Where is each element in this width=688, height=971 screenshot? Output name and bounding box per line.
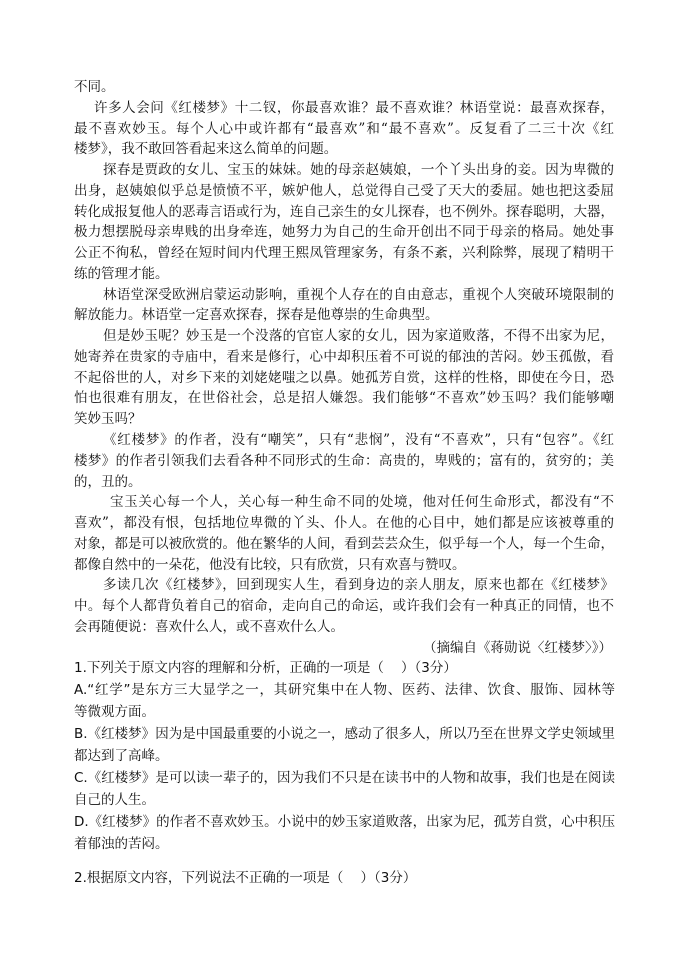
passage-line: 笑妙玉吗？ bbox=[74, 411, 142, 428]
passage-paragraph bbox=[74, 430, 614, 492]
passage-line: 练的管理才能。 bbox=[74, 265, 169, 282]
passage-line: 解放能力。林语堂一定喜欢探春，探春是他尊崇的生命典型。 bbox=[74, 307, 439, 324]
passage-line: 她寄养在贵家的寺庙中，看来是修行，心中却积压着不可说的郁浊的苦闷。妙玉孤傲，看 bbox=[74, 348, 614, 365]
passage-line: 公正不徇私，曾经在短时间内代理王熙凤管理家务，有条不紊，兴利除弊，展现了精明干 bbox=[74, 245, 614, 262]
passage-line: 楼梦》，我不敢回答看起来这么简单的问题。 bbox=[74, 141, 338, 158]
passage-line: 楼梦》的作者引领我们去看各种不同形式的生命：高贵的，卑贱的；富有的，贫穷的；美 bbox=[74, 452, 614, 469]
question-2-stem: 2.根据原文内容，下列说法不正确的一项是（ ）（3分） bbox=[74, 870, 417, 886]
passage-line: 林语堂深受欧洲启蒙运动影响，重视个人存在的自由意志，重视个人突破环境限制的 bbox=[103, 286, 614, 303]
passage-line: 探春是贾政的女儿、宝玉的妹妹。她的母亲赵姨娘，一个丫头出身的妾。因为卑微的 bbox=[103, 162, 614, 179]
passage-line: 中。每个人都背负着自己的宿命，走向自己的命运，或许我们会有一种真正的同情，也不 bbox=[74, 598, 614, 615]
option-line: 等微观方面。 bbox=[74, 704, 155, 720]
passage-paragraph bbox=[74, 575, 614, 637]
passage-line: 的，丑的。 bbox=[74, 473, 142, 490]
passage-line: 不同。 bbox=[74, 79, 115, 95]
passage-line: 但是妙玉呢？妙玉是一个没落的官宦人家的女儿，因为家道败落，不得不出家为尼， bbox=[103, 328, 614, 345]
question-1 bbox=[74, 657, 615, 855]
passage-line: 都像自然中的一朵花，他没有比较，只有欣赏，只有欢喜与赞叹。 bbox=[74, 556, 466, 573]
question-1-option-d bbox=[74, 811, 615, 855]
passage-line: 喜欢”，都没有恨，包括地位卑微的丫头、仆人。在他的心目中，她们都是应该被尊重的 bbox=[74, 515, 614, 532]
passage-line: 对象，都是可以被欣赏的。他在繁华的人间，看到芸芸众生，似乎每一个人，每一个生命， bbox=[74, 535, 614, 552]
passage-line: 转化成报复他人的恶毒言语或行为，连自己亲生的女儿探春，也不例外。探春聪明，大器， bbox=[74, 203, 614, 220]
option-line: B.《红楼梦》因为是中国最重要的小说之一，感动了很多人，所以乃至在世界文学史领域里 bbox=[74, 726, 615, 742]
question-1-stem: 1.下列关于原文内容的理解和分析，正确的一项是（ ）（3分） bbox=[74, 660, 457, 676]
passage-paragraph bbox=[74, 326, 614, 430]
source-citation: （摘编自《蒋勋说〈红楼梦〉》） bbox=[423, 639, 612, 656]
passage-line: 不起俗世的人，对乡下来的刘姥姥嗤之以鼻。她孤芳自赏，这样的性格，即使在今日，恐 bbox=[74, 369, 614, 386]
question-section bbox=[74, 657, 615, 889]
option-line: 自己的人生。 bbox=[74, 792, 155, 808]
reading-passage bbox=[74, 77, 614, 658]
question-1-option-a bbox=[74, 679, 615, 723]
question-1-option-c bbox=[74, 767, 615, 811]
option-line: 都达到了高峰。 bbox=[74, 748, 169, 764]
passage-line: 怕也很难有朋友，在世俗社会，总是招人嫌怨。我们能够“不喜欢”妙玉吗？我们能够嘲 bbox=[74, 390, 614, 407]
passage-paragraph bbox=[74, 285, 614, 327]
option-line: 着郁浊的苦闷。 bbox=[74, 836, 169, 852]
option-line: D.《红楼梦》的作者不喜欢妙玉。小说中的妙玉家道败落，出家为尼，孤芳自赏，心中积压 bbox=[74, 814, 616, 830]
passage-paragraph bbox=[74, 98, 614, 160]
passage-line: 宝玉关心每一个人，关心每一种生命不同的处境，他对任何生命形式，都没有“不 bbox=[110, 494, 614, 511]
passage-line: 《红楼梦》的作者，没有“嘲笑”，只有“悲悯”，没有“不喜欢”，只有“包容”。《红 bbox=[103, 432, 614, 449]
passage-line: 会再随便说：喜欢什么人，或不喜欢什么人。 bbox=[74, 618, 344, 635]
passage-line: 极力想摆脱母亲卑贱的出身牵连，她努力为自己的生命开创出不同于母亲的格局。她处事 bbox=[74, 224, 614, 241]
passage-line: 最不喜欢妙玉。每个人心中或许都有“最喜欢”和“最不喜欢”。反复看了二三十次《红 bbox=[74, 120, 614, 137]
passage-line: 许多人会问《红楼梦》十二钗，你最喜欢谁？最不喜欢谁？林语堂说：最喜欢探春， bbox=[94, 99, 614, 116]
option-line: C.《红楼梦》是可以读一辈子的，因为我们不只是在读书中的人物和故事，我们也是在阅读 bbox=[74, 770, 615, 786]
passage-paragraph bbox=[74, 492, 614, 575]
passage-paragraph bbox=[74, 160, 614, 285]
question-1-option-b bbox=[74, 723, 615, 767]
option-line: A.“红学”是东方三大显学之一，其研究集中在人物、医药、法律、饮食、服饰、园林等 bbox=[74, 682, 615, 698]
passage-line: 多读几次《红楼梦》，回到现实人生，看到身边的亲人朋友，原来也都在《红楼梦》 bbox=[103, 577, 614, 594]
passage-paragraph bbox=[74, 77, 614, 98]
passage-line: 出身，赵姨娘似乎总是愤愤不平，嫉妒他人，总觉得自己受了天大的委屈。她也把这委屈 bbox=[74, 182, 614, 199]
question-2 bbox=[74, 867, 615, 889]
